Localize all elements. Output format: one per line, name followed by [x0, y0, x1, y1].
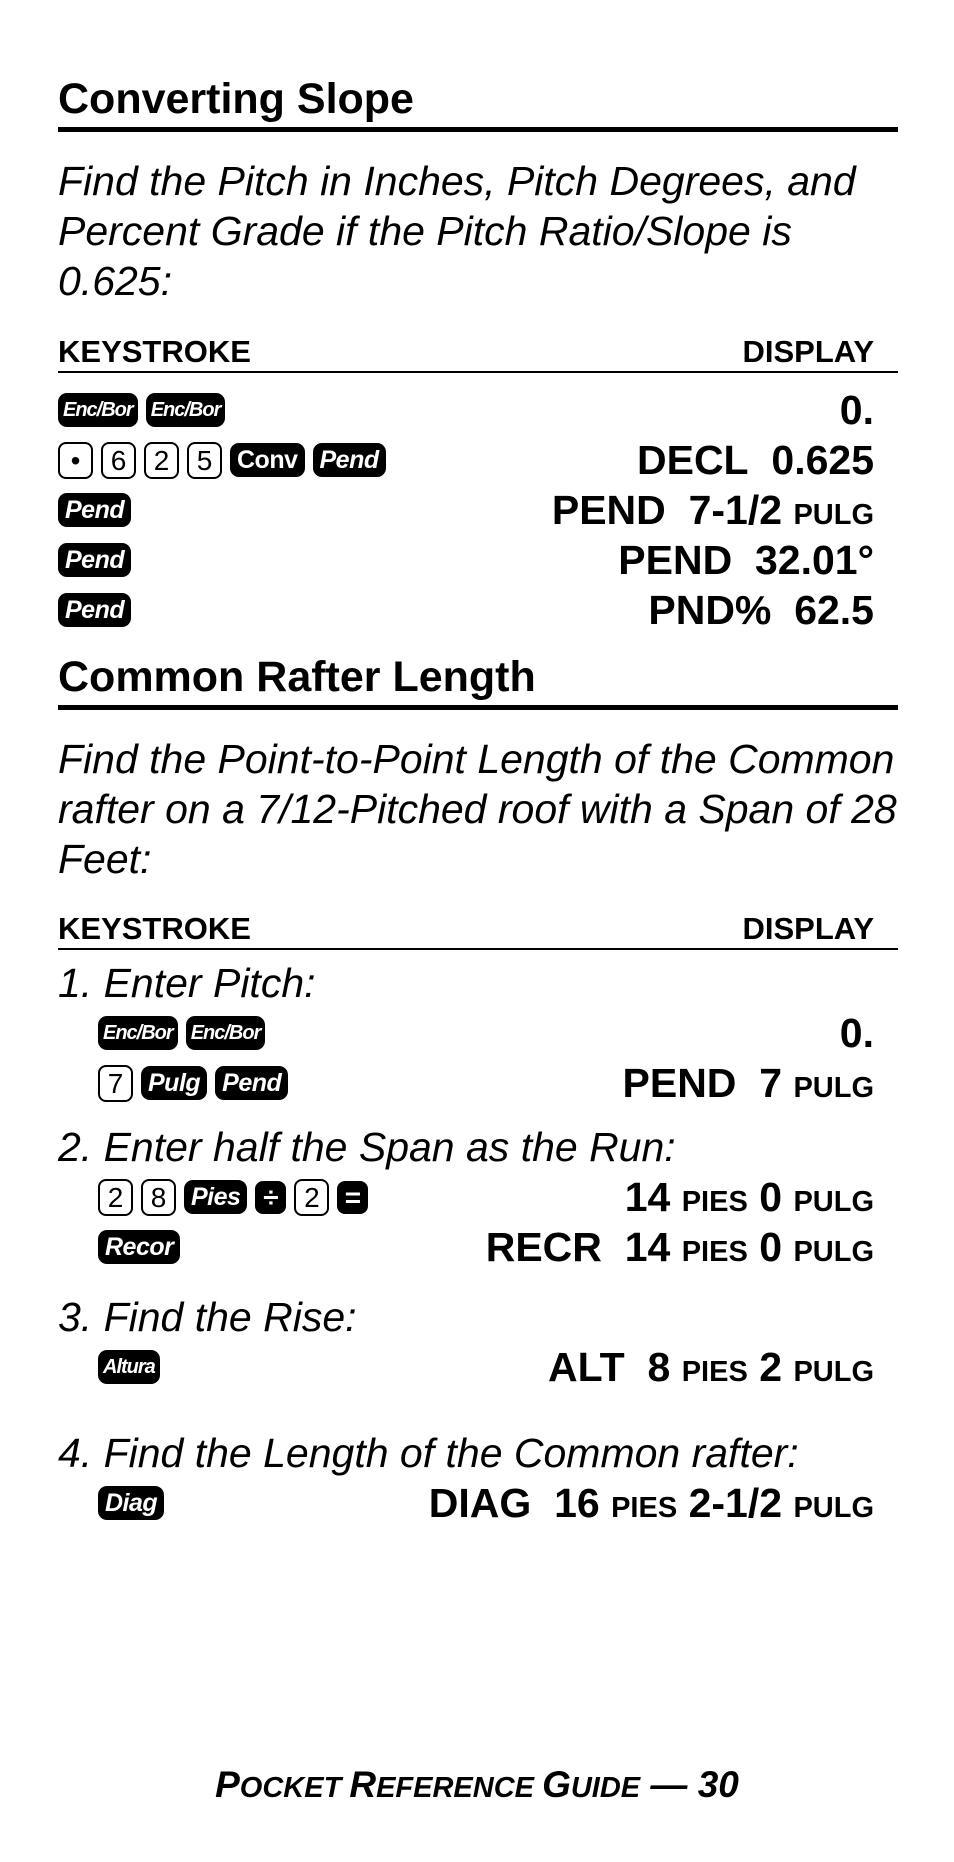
step-3 — [58, 1292, 898, 1392]
keystroke-cell — [58, 393, 225, 427]
keystroke-header: KEYSTROKE — [58, 334, 251, 369]
conv-key[interactable]: Conv — [230, 443, 305, 477]
keystroke-cell — [58, 543, 131, 577]
pend-key[interactable]: Pend — [58, 593, 131, 627]
keystroke-cell — [98, 1179, 368, 1216]
display-cell: PEND 7 PULG — [622, 1059, 874, 1106]
step-1 — [58, 958, 898, 1108]
enc-bor-key[interactable]: Enc/Bor — [186, 1016, 266, 1050]
table-row — [58, 1478, 898, 1528]
digit-2-key[interactable]: 2 — [98, 1179, 133, 1216]
table-row — [58, 1172, 898, 1222]
display-cell: 0. — [839, 1009, 874, 1056]
digit-2-key[interactable]: 2 — [294, 1179, 329, 1216]
step-label: 4. Find the Length of the Common rafter: — [58, 1430, 799, 1476]
pend-key[interactable]: Pend — [58, 543, 131, 577]
digit-8-key[interactable]: 8 — [141, 1179, 176, 1216]
table-row — [58, 1222, 898, 1272]
section-description: Find the Point-to-Point Length of the Common rafter on a 7/12-Pitched roof with a Span of 28 Feet: — [58, 736, 897, 882]
keystroke-header: KEYSTROKE — [58, 911, 251, 946]
table-row — [58, 435, 898, 485]
display-cell: 14 PIES 0 PULG — [624, 1173, 874, 1220]
divide-key[interactable]: ÷ — [255, 1181, 286, 1214]
pend-key[interactable]: Pend — [313, 443, 386, 477]
display-cell: DECL 0.625 — [636, 436, 874, 483]
table-row — [58, 1058, 898, 1108]
enc-bor-key[interactable]: Enc/Bor — [98, 1016, 178, 1050]
digit-6-key[interactable]: 6 — [101, 442, 136, 479]
diag-key[interactable]: Diag — [98, 1486, 164, 1520]
keystroke-cell — [98, 1230, 180, 1264]
table-row — [58, 385, 898, 435]
table-row — [58, 585, 898, 635]
keystroke-cell — [58, 493, 131, 527]
pulg-key[interactable]: Pulg — [141, 1066, 207, 1100]
rafter-table — [58, 913, 898, 950]
display-cell: PND% 62.5 — [648, 586, 874, 633]
table-header — [58, 913, 898, 950]
table-row — [58, 485, 898, 535]
step-4 — [58, 1428, 898, 1528]
pend-key[interactable]: Pend — [215, 1066, 288, 1100]
keystroke-cell — [58, 442, 386, 479]
section-description: Find the Pitch in Inches, Pitch Degrees, and Percent Grade if the Pitch Ratio/Slope is 0.625: — [58, 158, 856, 304]
display-cell: PEND 7-1/2 PULG — [551, 486, 874, 533]
keystroke-cell — [58, 593, 131, 627]
keystroke-cell — [98, 1486, 164, 1520]
display-cell: DIAG 16 PIES 2-1/2 PULG — [428, 1479, 874, 1526]
step-label: 2. Enter half the Span as the Run: — [58, 1124, 676, 1170]
decimal-point-key[interactable]: • — [58, 442, 93, 479]
enc-bor-key[interactable]: Enc/Bor — [58, 393, 138, 427]
table-header — [58, 336, 898, 373]
recor-key[interactable]: Recor — [98, 1230, 180, 1264]
digit-2-key[interactable]: 2 — [144, 442, 179, 479]
digit-7-key[interactable]: 7 — [98, 1065, 133, 1102]
table-row — [58, 535, 898, 585]
page-footer: POCKET REFERENCE GUIDE — 30 — [215, 1764, 739, 1805]
keystroke-cell — [98, 1016, 265, 1050]
display-cell: 0. — [839, 386, 874, 433]
step-label: 3. Find the Rise: — [58, 1294, 357, 1340]
step-2 — [58, 1122, 898, 1272]
section-title: Converting Slope — [58, 78, 898, 132]
display-header: DISPLAY — [742, 911, 874, 946]
enc-bor-key[interactable]: Enc/Bor — [146, 393, 226, 427]
slope-table — [58, 336, 898, 635]
display-cell: PEND 32.01° — [618, 536, 874, 583]
equals-key[interactable]: = — [337, 1181, 368, 1214]
keystroke-cell — [98, 1350, 160, 1384]
rafter-section — [58, 653, 898, 884]
display-cell: ALT 8 PIES 2 PULG — [548, 1343, 874, 1390]
step-label: 1. Enter Pitch: — [58, 960, 316, 1006]
pies-key[interactable]: Pies — [184, 1180, 247, 1214]
slope-section — [58, 75, 898, 306]
display-cell: RECR 14 PIES 0 PULG — [485, 1223, 874, 1270]
digit-5-key[interactable]: 5 — [187, 442, 222, 479]
table-row — [58, 1008, 898, 1058]
keystroke-cell — [98, 1065, 288, 1102]
table-row — [58, 1342, 898, 1392]
altura-key[interactable]: Altura — [98, 1350, 160, 1384]
section-title: Common Rafter Length — [58, 656, 898, 710]
pend-key[interactable]: Pend — [58, 493, 131, 527]
display-header: DISPLAY — [742, 334, 874, 369]
